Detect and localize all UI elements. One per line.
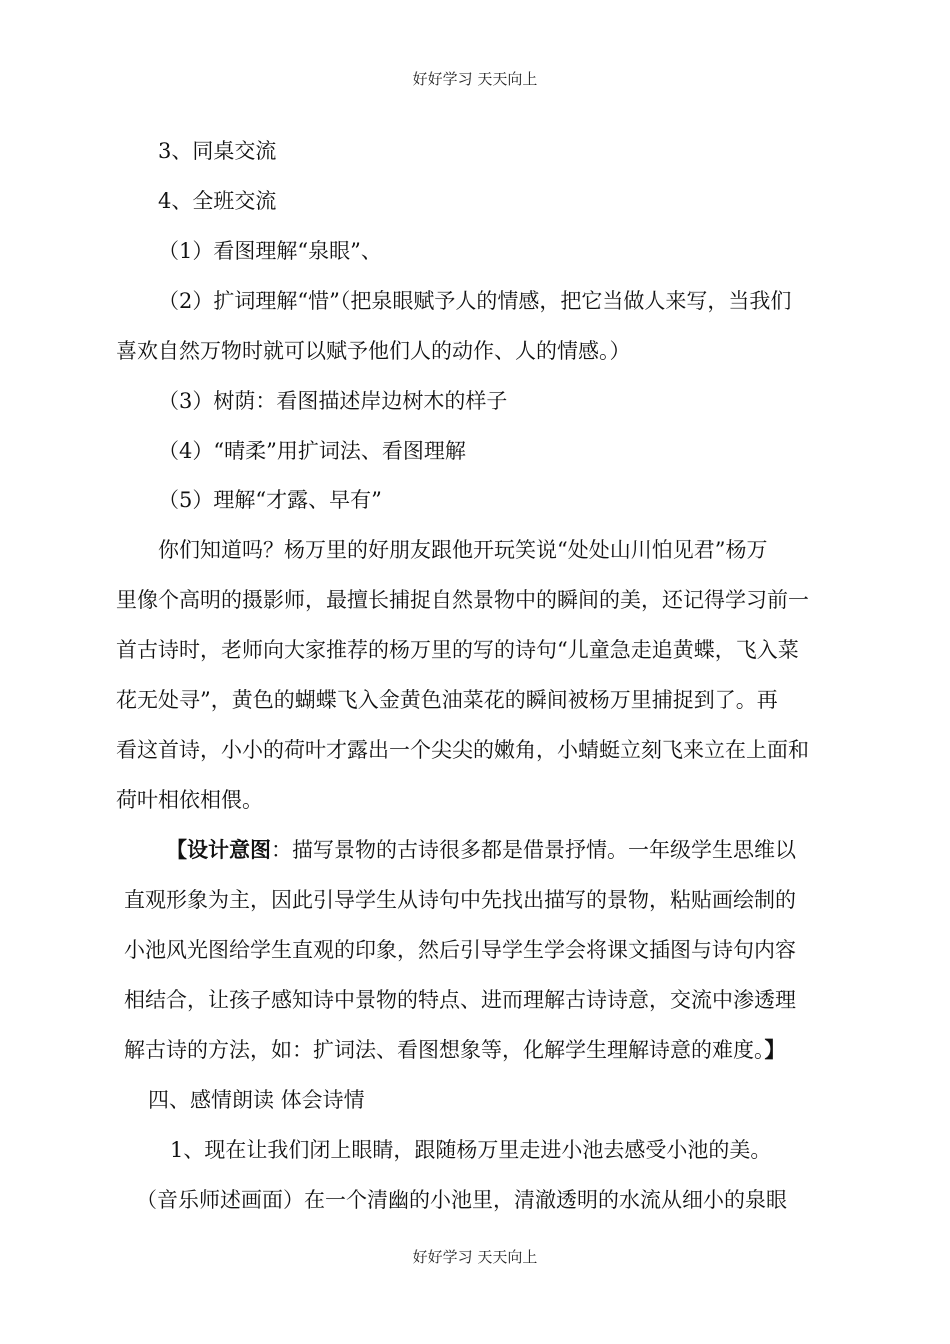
design-intent-first-line: [166, 836, 796, 864]
design-intent-label: 设计意图: [187, 837, 271, 862]
design-intent-text: 解古诗的方法，如：扩词法、看图想象等，化解学生理解诗意的难度。: [124, 1038, 765, 1062]
design-bracket-close: 】: [764, 1037, 786, 1062]
section-heading: 四、感情朗读 体会诗情: [148, 1088, 365, 1112]
design-intent-text: ：描写景物的古诗很多都是借景抒情。一年级学生思维以: [271, 838, 796, 862]
design-intent-line: 直观形象为主，因此引导学生从诗句中先找出描写的景物，粘贴画绘制的: [124, 888, 796, 912]
paragraph-line: （4）“晴柔”用扩词法、看图理解: [158, 439, 466, 463]
paragraph-line: 4、全班交流: [158, 189, 277, 213]
paragraph-line: 喜欢自然万物时就可以赋予他们人的动作、人的情感。）: [116, 339, 631, 363]
page-footer: 好好学习 天天向上: [412, 1248, 538, 1266]
paragraph-line: 1、现在让我们闭上眼睛，跟随杨万里走进小池去感受小池的美。: [170, 1138, 772, 1162]
paragraph-line: （5）理解“才露、早有”: [158, 488, 382, 512]
paragraph-line: （3）树荫：看图描述岸边树木的样子: [158, 389, 508, 413]
design-intent-last-line: [124, 1036, 786, 1064]
paragraph-line: （音乐师述画面）在一个清幽的小池里，清澈透明的水流从细小的泉眼: [136, 1188, 787, 1212]
paragraph-line: （2）扩词理解“惜”（把泉眼赋予人的情感，把它当做人来写，当我们: [158, 289, 792, 313]
design-intent-line: 相结合，让孩子感知诗中景物的特点、进而理解古诗诗意，交流中渗透理: [124, 988, 796, 1012]
paragraph-line: （1）看图理解“泉眼”、: [158, 239, 382, 263]
paragraph-line: 你们知道吗？杨万里的好朋友跟他开玩笑说“处处山川怕见君”杨万: [158, 538, 768, 562]
design-bracket-open: 【: [166, 837, 187, 862]
page-header: 好好学习 天天向上: [412, 70, 538, 88]
design-intent-line: 小池风光图给学生直观的印象，然后引导学生学会将课文插图与诗句内容: [124, 938, 796, 962]
paragraph-line: 里像个高明的摄影师，最擅长捕捉自然景物中的瞬间的美，还记得学习前一: [116, 588, 809, 612]
paragraph-line: 花无处寻”，黄色的蝴蝶飞入金黄色油菜花的瞬间被杨万里捕捉到了。再: [116, 688, 778, 712]
paragraph-line: 荷叶相依相偎。: [116, 788, 263, 812]
paragraph-line: 3、同桌交流: [158, 139, 277, 163]
paragraph-line: 首古诗时，老师向大家推荐的杨万里的写的诗句“儿童急走追黄蝶，飞入菜: [116, 638, 799, 662]
paragraph-line: 看这首诗，小小的荷叶才露出一个尖尖的嫩角，小蜻蜓立刻飞来立在上面和: [116, 738, 809, 762]
